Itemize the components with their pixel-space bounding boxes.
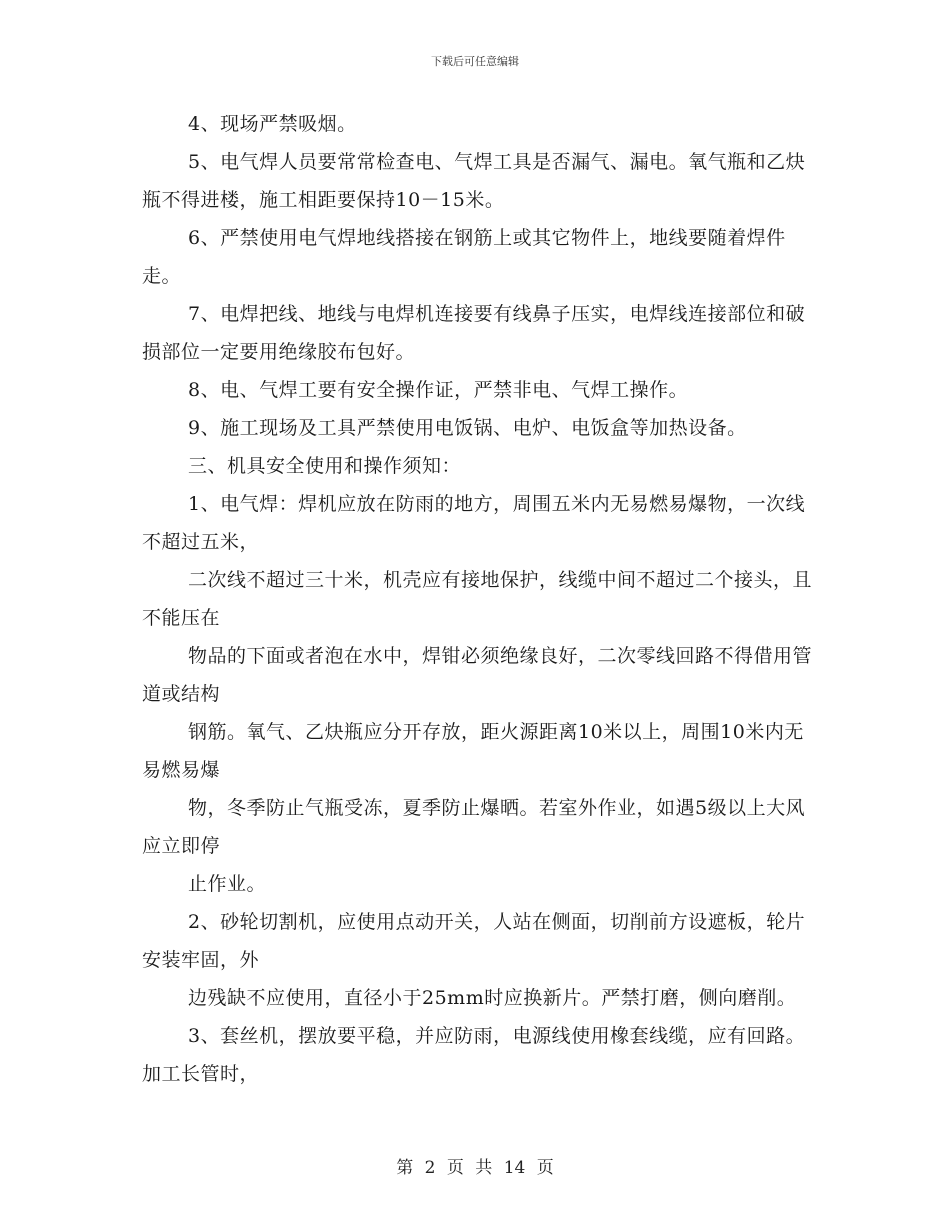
paragraph-9: 9、施工现场及工具严禁使用电饭锅、电炉、电饭盒等加热设备。 [188,417,747,439]
document-body [142,105,812,1093]
section-heading-3: 三、机具安全使用和操作须知： [188,455,462,477]
paragraph-5: 5、电气焊人员要常常检查电、气焊工具是否漏气、漏电。氧气瓶和乙炔瓶不得进楼，施工相距要保持10－15米。 [142,151,806,211]
paragraph-welding-1: 1、电气焊：焊机应放在防雨的地方，周围五米内无易燃易爆物，一次线不超过五米， [142,493,806,553]
paragraph-welding-2: 二次线不超过三十米，机壳应有接地保护，线缆中间不超过二个接头，且不能压在 [142,569,813,629]
paragraph-7: 7、电焊把线、地线与电焊机连接要有线鼻子压实，电焊线连接部位和破损部位一定要用绝缘胶布包好。 [142,303,806,363]
paragraph-threader-1: 3、套丝机，摆放要平稳，并应防雨，电源线使用橡套线缆，应有回路。加工长管时， [142,1025,806,1085]
page-header: 下载后可任意编辑 [431,55,519,68]
paragraph-grinder-1: 2、砂轮切割机，应使用点动开关，人站在侧面，切削前方设遮板，轮片安装牢固，外 [142,911,806,971]
paragraph-4: 4、现场严禁吸烟。 [188,113,357,135]
paragraph-welding-4: 钢筋。氧气、乙炔瓶应分开存放，距火源距离10米以上，周围10米内无易燃易爆 [142,721,804,781]
paragraph-grinder-2: 边残缺不应使用，直径小于25mm时应换新片。严禁打磨，侧向磨削。 [188,987,797,1009]
paragraph-8: 8、电、气焊工要有安全操作证，严禁非电、气焊工操作。 [188,379,689,401]
paragraph-welding-3: 物品的下面或者泡在水中，焊钳必须绝缘良好，二次零线回路不得借用管道或结构 [142,645,813,705]
paragraph-welding-6: 止作业。 [188,873,267,895]
paragraph-welding-5: 物，冬季防止气瓶受冻，夏季防止爆晒。若室外作业，如遇5级以上大风应立即停 [142,797,806,857]
paragraph-6: 6、严禁使用电气焊地线搭接在钢筋上或其它物件上，地线要随着焊件走。 [142,227,786,287]
page-number-footer: 第 2 页 共 14 页 [396,1158,554,1178]
